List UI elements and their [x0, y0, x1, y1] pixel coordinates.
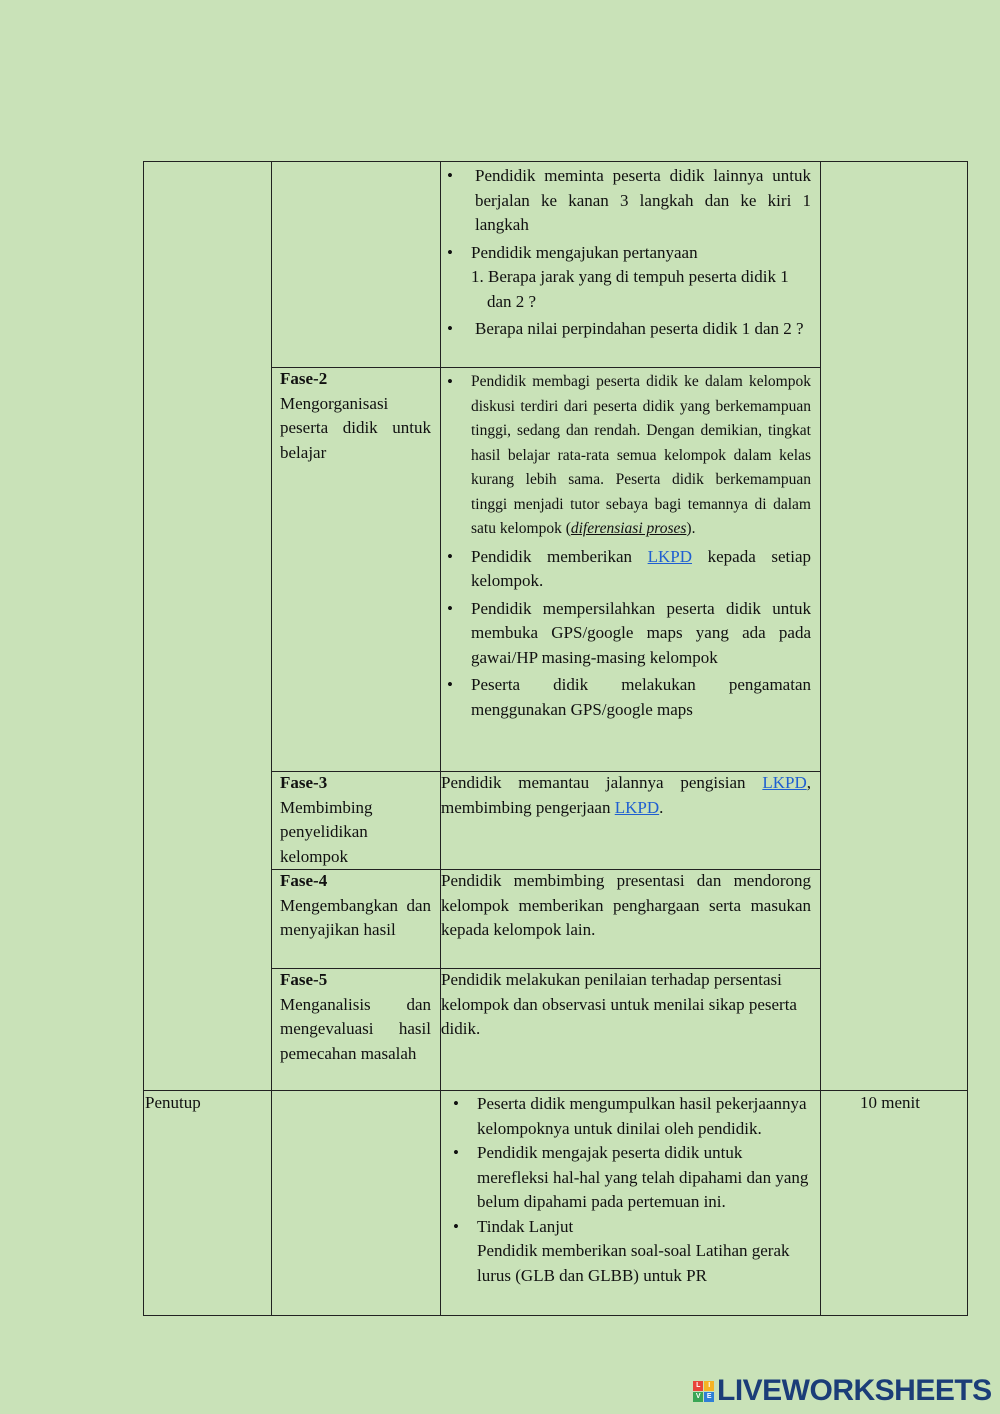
lkpd-link[interactable]: LKPD [647, 546, 693, 566]
list-item: • Pendidik mengajak peserta didik untuk merefleksi hal-hal yang telah dipahami dan yang belum dipahami pada pertemuan ini. [477, 1141, 817, 1215]
fase4-phase [280, 869, 431, 943]
liveworksheets-logo [693, 1374, 992, 1408]
phase-cell-penutup [271, 1090, 441, 1316]
phase-cell-top [271, 161, 441, 368]
list-item: • Peserta didik melakukan pengamatan menggunakan GPS/google maps [471, 673, 811, 722]
numbered-item: 1. Berapa jarak yang di tempuh peserta didik 1 dan 2 ? [471, 267, 789, 311]
fase4-title: Fase-4 [280, 871, 328, 890]
fase3-content: Pendidik memantau jalannya pengisian LKPD, membimbing pengerjaan LKPD. [441, 773, 811, 817]
fase2-phase [280, 367, 431, 465]
fase4-desc: Mengembangkan dan menyajikan hasil [280, 895, 431, 939]
fase3-phase [280, 771, 431, 869]
logo-blocks [693, 1381, 714, 1402]
logo-text: LIVEWORKSHEETS [717, 1374, 992, 1407]
fase3-title: Fase-3 [280, 773, 328, 792]
logo-block: E [704, 1392, 714, 1402]
fase5-phase [280, 968, 431, 1066]
fase5-title: Fase-5 [280, 970, 328, 989]
time-cell-penutup [820, 1090, 968, 1316]
activity-cell-penutup [143, 1090, 272, 1316]
list-item: • Pendidik mempersilahkan peserta didik untuk membuka GPS/google maps yang ada pada gawai/HP masing-masing kelompok [471, 597, 811, 671]
activity-cell-upper [143, 161, 272, 1091]
lkpd-link[interactable]: LKPD [614, 797, 660, 817]
list-item: • Tindak Lanjut Pendidik memberikan soal-soal Latihan gerak lurus (GLB dan GLBB) untuk PR [477, 1215, 817, 1289]
time-cell-upper [820, 161, 968, 1091]
fase2-title: Fase-2 [280, 369, 328, 388]
fase2-content [471, 370, 811, 722]
fase5-content: Pendidik melakukan penilaian terhadap persentasi kelompok dan observasi untuk menilai sikap peserta didik. [441, 970, 797, 1038]
penutup-label: Penutup [145, 1093, 201, 1112]
list-item: • Pendidik meminta peserta didik lainnya untuk berjalan ke kanan 3 langkah dan ke kiri 1 langkah [471, 164, 811, 238]
fase2-desc: Mengorganisasi peserta didik untuk belajar [280, 393, 431, 462]
penutup-time: 10 menit [860, 1093, 920, 1112]
lkpd-link[interactable]: LKPD [762, 773, 807, 792]
logo-block: I [704, 1381, 714, 1391]
logo-block: L [693, 1381, 703, 1391]
row1-content [471, 164, 811, 342]
penutup-content [477, 1092, 817, 1288]
list-item: • Berapa nilai perpindahan peserta didik 1 dan 2 ? [471, 317, 811, 342]
fase4-content: Pendidik membimbing presentasi dan mendorong kelompok memberikan penghargaan serta masukan kepada kelompok lain. [441, 871, 811, 939]
list-item: • Pendidik membagi peserta didik ke dalam kelompok diskusi terdiri dari peserta didik yang berkemampuan tinggi, sedang dan rendah. Dengan demikian, tingkat hasil belajar rata-rata semua kelompok dalam kelas kurang lebih sama. Peserta didik berkemampuan tinggi menjadi tutor sebaya bagi temannya di dalam satu kelompok (diferensiasi proses). [471, 370, 811, 542]
fase5-desc: Menganalisis dan mengevaluasi hasil pemecahan masalah [280, 994, 431, 1063]
logo-block: V [693, 1392, 703, 1402]
list-item: • Pendidik memberikan LKPD kepada setiap kelompok. [471, 545, 811, 594]
fase3-desc: Membimbing penyelidikan kelompok [280, 797, 373, 866]
list-item: • Pendidik mengajukan pertanyaan [471, 241, 811, 266]
list-item: • Peserta didik mengumpulkan hasil pekerjaannya kelompoknya untuk dinilai oleh pendidik. [477, 1092, 817, 1141]
